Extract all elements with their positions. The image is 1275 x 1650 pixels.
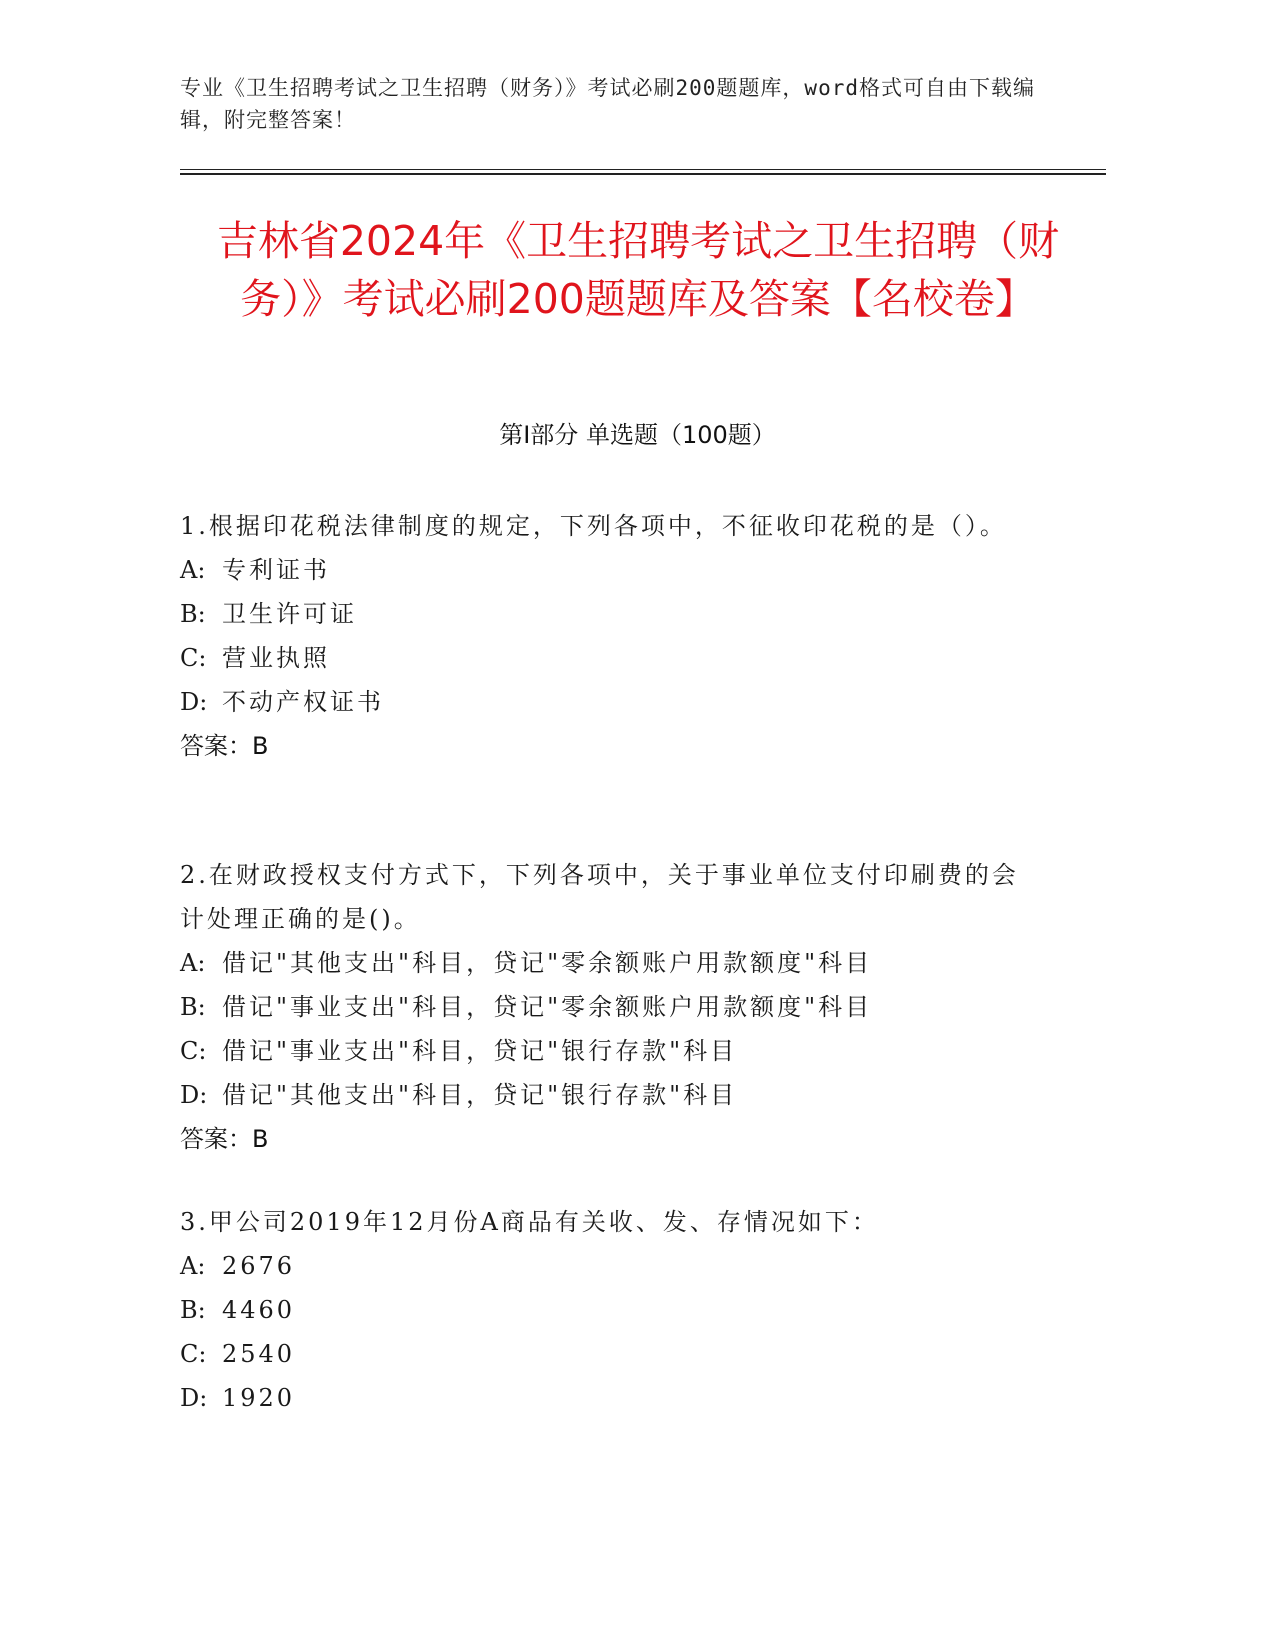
option-text: 借记"其他支出"科目，贷记"银行存款"科目 bbox=[222, 1081, 738, 1109]
option-a bbox=[180, 941, 1030, 985]
option-key: B: bbox=[180, 993, 206, 1021]
answer: 答案：B bbox=[180, 1125, 269, 1153]
option-a bbox=[180, 548, 1030, 592]
header-divider-thick bbox=[180, 173, 1106, 175]
option-text: 不动产权证书 bbox=[222, 688, 384, 716]
option-text: 2676 bbox=[222, 1252, 296, 1280]
question-1 bbox=[180, 504, 1030, 768]
option-key: D: bbox=[180, 688, 208, 716]
option-key: C: bbox=[180, 1340, 207, 1368]
option-text: 4460 bbox=[222, 1296, 296, 1324]
option-key: C: bbox=[180, 1037, 207, 1065]
option-d bbox=[180, 1073, 1030, 1117]
answer: 答案：B bbox=[180, 732, 269, 760]
option-key: A: bbox=[180, 556, 206, 584]
option-key: A: bbox=[180, 949, 206, 977]
option-key: C: bbox=[180, 644, 207, 672]
option-key: D: bbox=[180, 1384, 208, 1412]
option-text: 2540 bbox=[222, 1340, 296, 1368]
option-c bbox=[180, 1029, 1030, 1073]
section-title: 第Ⅰ部分 单选题（100题） bbox=[499, 421, 776, 449]
option-text: 卫生许可证 bbox=[222, 600, 357, 628]
question-3 bbox=[180, 1200, 1030, 1420]
question-stem: 2.在财政授权支付方式下，下列各项中，关于事业单位支付印刷费的会计处理正确的是()。 bbox=[180, 861, 1019, 933]
question-stem: 3.甲公司2019年12月份A商品有关收、发、存情况如下： bbox=[180, 1208, 879, 1236]
question-2 bbox=[180, 853, 1030, 1161]
option-text: 1920 bbox=[222, 1384, 296, 1412]
option-key: B: bbox=[180, 1296, 206, 1324]
document-title: 吉林省2024年《卫生招聘考试之卫生招聘（财务）》考试必刷200题题库及答案【名校卷】 bbox=[216, 217, 1060, 323]
option-b bbox=[180, 1288, 1030, 1332]
option-key: B: bbox=[180, 600, 206, 628]
option-text: 借记"事业支出"科目，贷记"银行存款"科目 bbox=[222, 1037, 738, 1065]
option-key: A: bbox=[180, 1252, 206, 1280]
option-c bbox=[180, 636, 1030, 680]
option-d bbox=[180, 680, 1030, 724]
option-c bbox=[180, 1332, 1030, 1376]
option-text: 借记"其他支出"科目，贷记"零余额账户用款额度"科目 bbox=[222, 949, 873, 977]
header-note: 专业《卫生招聘考试之卫生招聘（财务）》考试必刷200题题库，word格式可自由下载编辑，附完整答案！ bbox=[180, 76, 1035, 132]
option-a bbox=[180, 1244, 1030, 1288]
question-stem: 1.根据印花税法律制度的规定，下列各项中，不征收印花税的是（）。 bbox=[180, 512, 1007, 540]
header-divider-thin bbox=[180, 169, 1106, 170]
option-d bbox=[180, 1376, 1030, 1420]
option-text: 营业执照 bbox=[222, 644, 330, 672]
option-text: 专利证书 bbox=[222, 556, 330, 584]
option-text: 借记"事业支出"科目，贷记"零余额账户用款额度"科目 bbox=[222, 993, 873, 1021]
option-b bbox=[180, 985, 1030, 1029]
option-key: D: bbox=[180, 1081, 208, 1109]
option-b bbox=[180, 592, 1030, 636]
